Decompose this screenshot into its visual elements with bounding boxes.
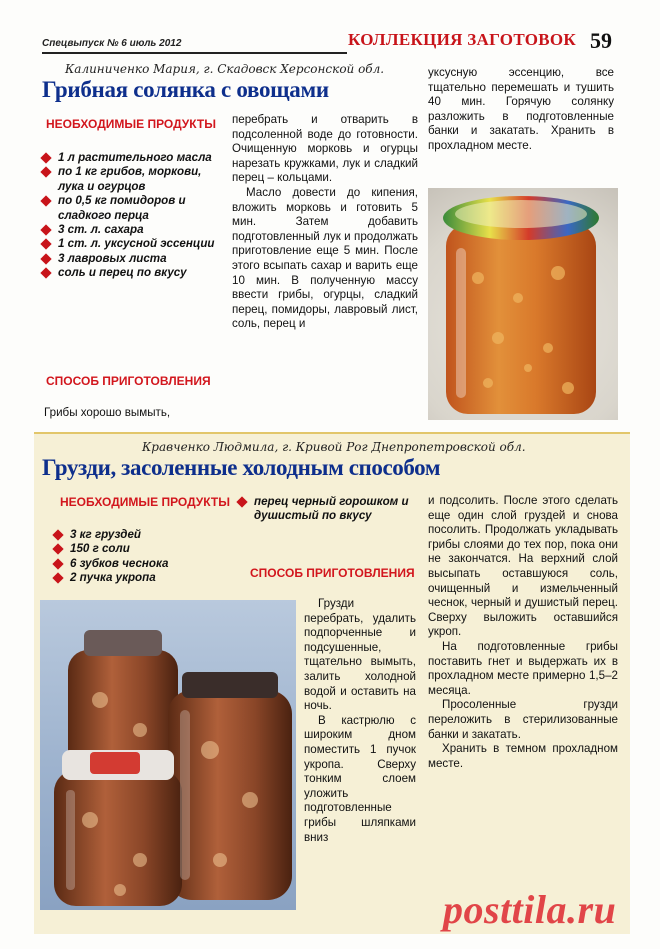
article1-author: Калиниченко Мария, г. Скадовск Херсонской обл. [65,62,385,76]
jars-illustration [40,600,296,910]
ingredient-text: перец черный горошком и душистый по вкусу [254,495,409,523]
ingredient-text: 3 кг груздей [70,528,141,541]
paragraph: На подготовленные грибы поставить гнет и выдержать их в прохладном месте примерно 1,5–2 месяца. [428,639,618,697]
diamond-bullet-icon [52,544,63,555]
article1-column-2 [232,113,418,332]
diamond-bullet-icon [52,558,63,569]
paragraph: перебрать и отварить в подсоленной воде до готовности. Очищенную морковь и огурцы нарезать кружками, лук и сладкий перец – кольцами. [232,113,418,185]
ingredient-text: 150 г соли [70,542,130,556]
paragraph: уксусную эссенцию, все тщательно перемешать и тушить 40 мин. Горячую солянку разложить в подготовленные банки и закатать. Хранить в прохладном месте. [428,66,614,152]
article1-ingredients-heading: НЕОБХОДИМЫЕ ПРОДУКТЫ [46,117,216,131]
diamond-bullet-icon [52,529,63,540]
ingredient-text: 6 зубков чеснока [70,556,169,570]
paragraph: Хранить в темном прохладном месте. [428,742,618,770]
paragraph: Просоленные грузди переложить в стерилизованные банки и закатать. [428,698,618,741]
article1-ingredients-list [40,151,230,281]
ingredient-item [40,223,230,237]
article2-column-2 [304,597,416,845]
ingredient-text: по 0,5 кг помидоров и сладкого перца [58,194,186,222]
watermark: posttila.ru [443,887,617,932]
article1-title: Грибная солянка с овощами [42,77,329,102]
article2-ingredients-list-2 [236,495,426,524]
ingredient-text: 3 лавровых листа [58,251,167,265]
ingredient-item [52,557,242,571]
ingredient-item [52,571,242,585]
collection-title: КОЛЛЕКЦИЯ ЗАГОТОВОК [348,30,577,49]
diamond-bullet-icon [40,152,51,163]
diamond-bullet-icon [40,196,51,207]
ingredient-text: по 1 кг грибов, моркови, лука и огурцов [58,165,202,193]
ingredient-item [40,151,230,165]
diamond-bullet-icon [236,496,247,507]
ingredient-item [40,194,230,223]
ingredient-item [52,528,242,542]
ingredient-item [40,266,230,280]
article1-method-heading: СПОСОБ ПРИГОТОВЛЕНИЯ [46,374,211,388]
ingredient-item [52,542,242,556]
diamond-bullet-icon [52,573,63,584]
article1-column-3 [428,66,614,154]
ingredient-text: 1 ст. л. уксусной эссенции [58,237,215,251]
diamond-bullet-icon [40,268,51,279]
diamond-bullet-icon [40,167,51,178]
article2-ingredients-list [52,528,242,586]
ingredient-text: 1 л растительного масла [58,151,212,164]
solyanka-jar-photo [428,188,618,420]
ingredient-item [236,495,426,524]
gruzdi-jars-photo [40,600,296,910]
article2-title: Грузди, засоленные холодным способом [42,455,441,480]
article2-ingredients-heading: НЕОБХОДИМЫЕ ПРОДУКТЫ [60,495,230,509]
diamond-bullet-icon [40,239,51,250]
article2-column-3 [428,494,618,771]
article1-method-start: Грибы хорошо вымыть, [44,406,171,419]
ingredient-text: 2 пучка укропа [70,571,156,585]
diamond-bullet-icon [40,224,51,235]
paragraph: Масло довести до кипения, вложить морковь и готовить 5 мин. Затем добавить подготовленный лук и продолжать приготовление еще 5 мин. После этого всыпать сахар и варить еще 10 мин. В полученную массу ввести грибы, огурцы, сладкий перец, помидоры, лавровый лист, соль, перец и [232,185,418,331]
ingredient-item [40,165,230,194]
jar-illustration [428,188,618,420]
ingredient-text: 3 ст. л. сахара [58,223,144,237]
paragraph: Грузди перебрать, удалить подпорченные и подсушенные, тщательно вымыть, залить холодной водой и оставить на ночь. [304,597,416,713]
header-rule [42,52,347,54]
page-number: 59 [590,28,612,53]
ingredient-item [40,237,230,251]
article2-author: Кравченко Людмила, г. Кривой Рог Днепропетровской обл. [142,440,526,454]
ingredient-item [40,252,230,266]
paragraph: и подсолить. После этого сделать еще один слой груздей и снова посолить. Продолжать укладывать грибы слоями до тех пор, пока они не закончатся. На верхний слой высыпать оставшуюся соль, очищенный и измельченный чеснок, черный и душистый перец. Сверху выложить оставшийся укроп. [428,494,618,639]
article2-method-heading: СПОСОБ ПРИГОТОВЛЕНИЯ [250,566,415,580]
paragraph: В кастрюлю с широким дном поместить 1 пучок укропа. Сверху тонким слоем уложить подготовленные грибы шляпками вниз [304,713,416,844]
ingredient-text: соль и перец по вкусу [58,266,187,280]
issue-label: Спецвыпуск № 6 июль 2012 [42,38,182,49]
diamond-bullet-icon [40,253,51,264]
